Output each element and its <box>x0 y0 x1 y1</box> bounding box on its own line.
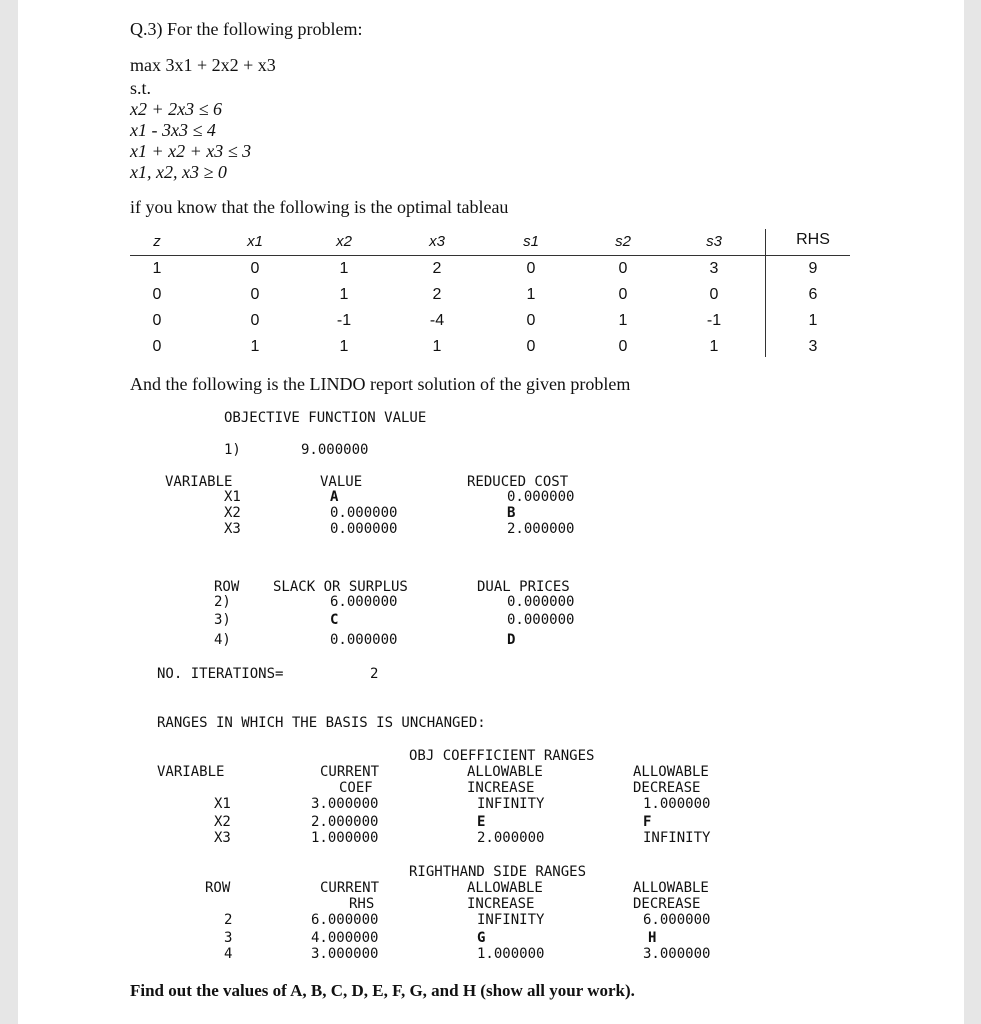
obj-range-current: 2.000000 <box>311 814 379 830</box>
tableau-cell: 0 <box>526 338 536 355</box>
objective-row-number: 1) <box>224 442 241 458</box>
rhs-decrease-header-line1: ALLOWABLE <box>633 880 709 896</box>
ranges-title: RANGES IN WHICH THE BASIS IS UNCHANGED: <box>157 715 486 731</box>
obj-range-increase-unknown-e: E <box>477 814 486 830</box>
dual-price-unknown-d: D <box>507 632 516 648</box>
rhs-range-row: 2 <box>224 912 233 928</box>
tableau-cell: 0 <box>709 286 719 303</box>
rhs-decrease-header-line2: DECREASE <box>633 896 701 912</box>
tableau-cell: -1 <box>336 312 352 329</box>
objective-function-label: OBJECTIVE FUNCTION VALUE <box>224 410 427 426</box>
tableau-cell: 0 <box>152 338 162 355</box>
tableau-header-s1: s1 <box>523 233 539 250</box>
reduced-cost-x3: 2.000000 <box>507 521 575 537</box>
tableau-header-s3: s3 <box>706 233 722 250</box>
tableau-cell: 0 <box>152 286 162 303</box>
tableau-cell: 1 <box>339 338 349 355</box>
rhs-range-current: 3.000000 <box>311 946 379 962</box>
obj-increase-header-line2: INCREASE <box>467 780 535 796</box>
objective-function-value: 9.000000 <box>301 442 369 458</box>
tableau-cell: 0 <box>526 260 536 277</box>
row-number: 3) <box>214 612 231 628</box>
rhs-current-header-line2: RHS <box>349 896 375 912</box>
tableau-header-x2: x2 <box>336 233 352 250</box>
rhs-increase-header-line1: ALLOWABLE <box>467 880 543 896</box>
tableau-header-x1: x1 <box>247 233 263 250</box>
variable-value-x2: 0.000000 <box>330 505 398 521</box>
rhs-range-row: 3 <box>224 930 233 946</box>
tableau-cell: 0 <box>250 312 260 329</box>
obj-range-increase: 2.000000 <box>477 830 545 846</box>
obj-current-header-line2: COEF <box>339 780 373 796</box>
tableau-cell: 1 <box>432 338 442 355</box>
obj-range-var: X2 <box>214 814 231 830</box>
obj-range-decrease-unknown-f: F <box>643 814 652 830</box>
variable-value-x3: 0.000000 <box>330 521 398 537</box>
rhs-increase-header-line2: INCREASE <box>467 896 535 912</box>
slack-value: 6.000000 <box>330 594 398 610</box>
dual-price-value: 0.000000 <box>507 594 575 610</box>
rhs-range-current: 6.000000 <box>311 912 379 928</box>
dual-prices-header: DUAL PRICES <box>477 579 570 595</box>
constraint-2: x1 - 3x3 ≤ 4 <box>130 120 216 140</box>
reduced-cost-x1: 0.000000 <box>507 489 575 505</box>
tableau-rhs-divider <box>765 229 766 357</box>
iterations-value: 2 <box>370 666 379 682</box>
obj-range-var: X1 <box>214 796 231 812</box>
reduced-cost-x2: B <box>507 505 516 521</box>
tableau-cell: 1 <box>526 286 536 303</box>
obj-range-var: X3 <box>214 830 231 846</box>
objective-function: max 3x1 + 2x2 + x3 <box>130 55 276 75</box>
obj-range-increase: INFINITY <box>477 796 545 812</box>
obj-decrease-header-line2: DECREASE <box>633 780 701 796</box>
tableau-cell: 2 <box>432 260 442 277</box>
tableau-intro: if you know that the following is the optimal tableau <box>130 197 509 217</box>
rhs-range-decrease: 6.000000 <box>643 912 711 928</box>
tableau-cell: 0 <box>152 312 162 329</box>
obj-decrease-header-line1: ALLOWABLE <box>633 764 709 780</box>
tableau-cell: 0 <box>618 260 628 277</box>
rhs-current-header-line1: CURRENT <box>320 880 380 896</box>
tableau-cell: 0 <box>618 338 628 355</box>
tableau-cell: 6 <box>808 286 818 303</box>
slack-value-unknown-c: C <box>330 612 339 628</box>
rhs-ranges-title: RIGHTHAND SIDE RANGES <box>409 864 587 880</box>
tableau-header-rule <box>130 255 850 256</box>
tableau-cell: 2 <box>432 286 442 303</box>
tableau-cell: 0 <box>526 312 536 329</box>
variable-name-x3: X3 <box>224 521 241 537</box>
rhs-range-increase: INFINITY <box>477 912 545 928</box>
dual-price-value: 0.000000 <box>507 612 575 628</box>
row-number: 4) <box>214 632 231 648</box>
obj-range-current: 3.000000 <box>311 796 379 812</box>
obj-coefficient-ranges-title: OBJ COEFFICIENT RANGES <box>409 748 595 764</box>
tableau-cell: 1 <box>250 338 260 355</box>
tableau-cell: 1 <box>152 260 162 277</box>
tableau-cell: -1 <box>706 312 722 329</box>
tableau-cell: 1 <box>709 338 719 355</box>
obj-range-current: 1.000000 <box>311 830 379 846</box>
tableau-header-z: z <box>153 233 161 250</box>
slack-value: 0.000000 <box>330 632 398 648</box>
tableau-cell: 1 <box>339 260 349 277</box>
rhs-range-row: 4 <box>224 946 233 962</box>
tableau-cell: 0 <box>250 286 260 303</box>
obj-variable-header: VARIABLE <box>157 764 225 780</box>
lindo-intro: And the following is the LINDO report solution of the given problem <box>130 374 631 394</box>
row-number: 2) <box>214 594 231 610</box>
tableau-header-s2: s2 <box>615 233 631 250</box>
obj-current-header-line1: CURRENT <box>320 764 380 780</box>
tableau-cell: 1 <box>618 312 628 329</box>
tableau-cell: 3 <box>709 260 719 277</box>
rhs-range-decrease-unknown-h: H <box>648 930 657 946</box>
obj-increase-header-line1: ALLOWABLE <box>467 764 543 780</box>
rhs-range-decrease: 3.000000 <box>643 946 711 962</box>
question-title: Q.3) For the following problem: <box>130 19 363 39</box>
tableau-cell: 1 <box>808 312 818 329</box>
final-question: Find out the values of A, B, C, D, E, F, G, and H (show all your work). <box>130 981 635 1000</box>
tableau-cell: 1 <box>339 286 349 303</box>
rhs-row-header: ROW <box>205 880 231 896</box>
variable-header: VARIABLE <box>165 474 233 490</box>
slack-surplus-header: SLACK OR SURPLUS <box>273 579 408 595</box>
row-header: ROW <box>214 579 240 595</box>
document-page <box>18 0 964 1024</box>
variable-value-x1: A <box>330 489 339 505</box>
reduced-cost-header: REDUCED COST <box>467 474 569 490</box>
obj-range-decrease: INFINITY <box>643 830 711 846</box>
tableau-cell: 0 <box>250 260 260 277</box>
tableau-header-x3: x3 <box>429 233 445 250</box>
obj-range-decrease: 1.000000 <box>643 796 711 812</box>
rhs-range-increase-unknown-g: G <box>477 930 486 946</box>
subject-to: s.t. <box>130 78 152 98</box>
tableau-header-rhs: RHS <box>796 231 830 248</box>
iterations-label: NO. ITERATIONS= <box>157 666 284 682</box>
tableau-cell: 3 <box>808 338 818 355</box>
rhs-range-current: 4.000000 <box>311 930 379 946</box>
tableau-cell: 9 <box>808 260 818 277</box>
constraint-1: x2 + 2x3 ≤ 6 <box>130 99 223 119</box>
nonnegativity-constraint: x1, x2, x3 ≥ 0 <box>130 162 227 182</box>
constraint-3: x1 + x2 + x3 ≤ 3 <box>130 141 252 161</box>
variable-name-x1: X1 <box>224 489 241 505</box>
value-header: VALUE <box>320 474 363 490</box>
variable-name-x2: X2 <box>224 505 241 521</box>
tableau-cell: 0 <box>618 286 628 303</box>
rhs-range-increase: 1.000000 <box>477 946 545 962</box>
tableau-cell: -4 <box>429 312 445 329</box>
